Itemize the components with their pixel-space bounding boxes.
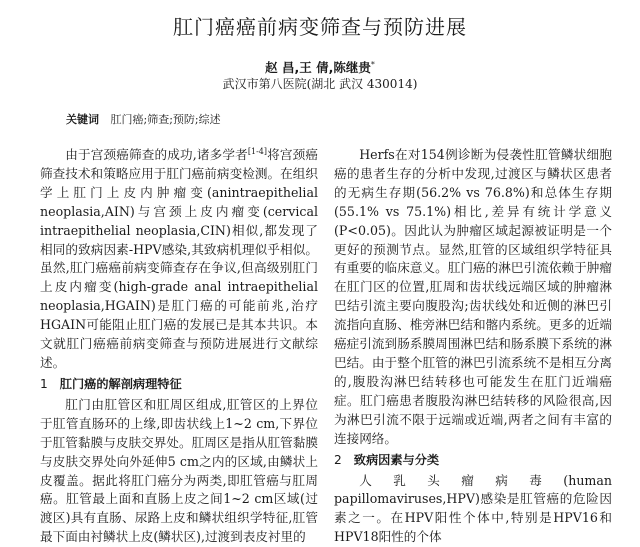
right-column (334, 146, 612, 547)
keywords-label: 关键词 (66, 113, 99, 126)
section-title: 致病因素与分类 (354, 453, 439, 467)
intro-paragraph (40, 146, 318, 373)
section-heading-2 (334, 450, 612, 471)
left-column (40, 146, 318, 547)
intro-text-a: 由于宫颈癌筛查的成功,诸多学者 (65, 147, 248, 162)
section-title: 肛门癌的解剖病理特征 (60, 377, 182, 391)
intro-text-b: 将宫颈癌筛查技术和策略应用于肛门癌前病变检测。在组织学上肛门上皮内肿瘤变(anintraepithelial neoplasia,AIN)与宫颈上皮内瘤变(cervical intraepithelial neoplasia,CIN)相似,都发现了相同的致病因素-HPV感染,其致病机理似乎相似。虽然,肛门癌癌前病变筛查存在争议,但高级别肛门上皮内瘤变(high-grade anal intraepithelial neoplasia,HGAIN)是肛门癌的可能前兆,治疗HGAIN可能阻止肛门癌的发展已是其本共识。本文就肛门癌癌前病变筛查与预防进展进行文献综述。 (40, 147, 318, 370)
section-number: 1 (40, 377, 48, 391)
authors: 赵 昌,王 倩,陈继贵 (265, 60, 371, 75)
survival-paragraph: Herfs在对154例诊断为侵袭性肛管鳞状细胞癌的患者生存的分析中发现,过渡区与鳞状区患者的无病生存期(56.2% vs 76.8%)和总体生存期(55.1% vs 75.1%)相比,差异有统计学意义(P<0.05)。因此认为肿瘤区域起源被证明是一个更好的预测节点。显然,肛管的区域组织学特征具有重要的临床意义。肛门癌的淋巴引流依赖于肿瘤在肛门区的位置,肛周和齿状线远端区域的肿瘤淋巴结引流主要向腹股沟;齿状线处和近侧的淋巴引流指向直肠、椎旁淋巴结和髂内系统。更多的近端癌症引流到肠系膜周围淋巴结和肠系膜下系统的淋巴结。由于整个肛管的淋巴引流系统不是相互分离的,腹股沟淋巴结转移也可能发生在肛门近端癌症。肛门癌患者腹股沟淋巴结转移的风险很高,因为淋巴引流不限于远端或近端,两者之间有丰富的连接网络。 (334, 146, 612, 449)
anatomy-paragraph: 肛门由肛管区和肛周区组成,肛管区的上界位于肛管直肠环的上缘,即齿状线上1~2 cm,下界位于肛管黏膜与皮肤交界处。肛周区是指从肛管黏膜与皮肤交界处向外延伸5 cm之内的区域,由鳞状上皮覆盖。据此将肛门癌分为两类,即肛管癌与肛周癌。肛管最上面和直肠上皮之间1~2 cm区域(过渡区)具有直肠、尿路上皮和鳞状组织学特征,肛管最下面由衬鳞状上皮(鳞状区),过渡到表皮衬里的 (40, 396, 318, 547)
citation-ref: [1-4] (248, 147, 267, 156)
keywords-text: 肛门癌;筛查;预防;综述 (111, 113, 221, 126)
author-mark: * (371, 60, 375, 69)
affiliation: 武汉市第八医院(湖北 武汉 430014) (0, 76, 640, 92)
section-number: 2 (334, 453, 342, 467)
author-line (0, 56, 640, 77)
paper-title: 肛门癌癌前病变筛查与预防进展 (0, 14, 640, 40)
section-heading-1 (40, 374, 318, 395)
hpv-paragraph: 人乳头瘤病毒(human papillomaviruses,HPV)感染是肛管癌的危险因素之一。在HPV阳性个体中,特别是HPV16和HPV18阳性的个体 (334, 472, 612, 547)
keywords-row (66, 112, 221, 128)
